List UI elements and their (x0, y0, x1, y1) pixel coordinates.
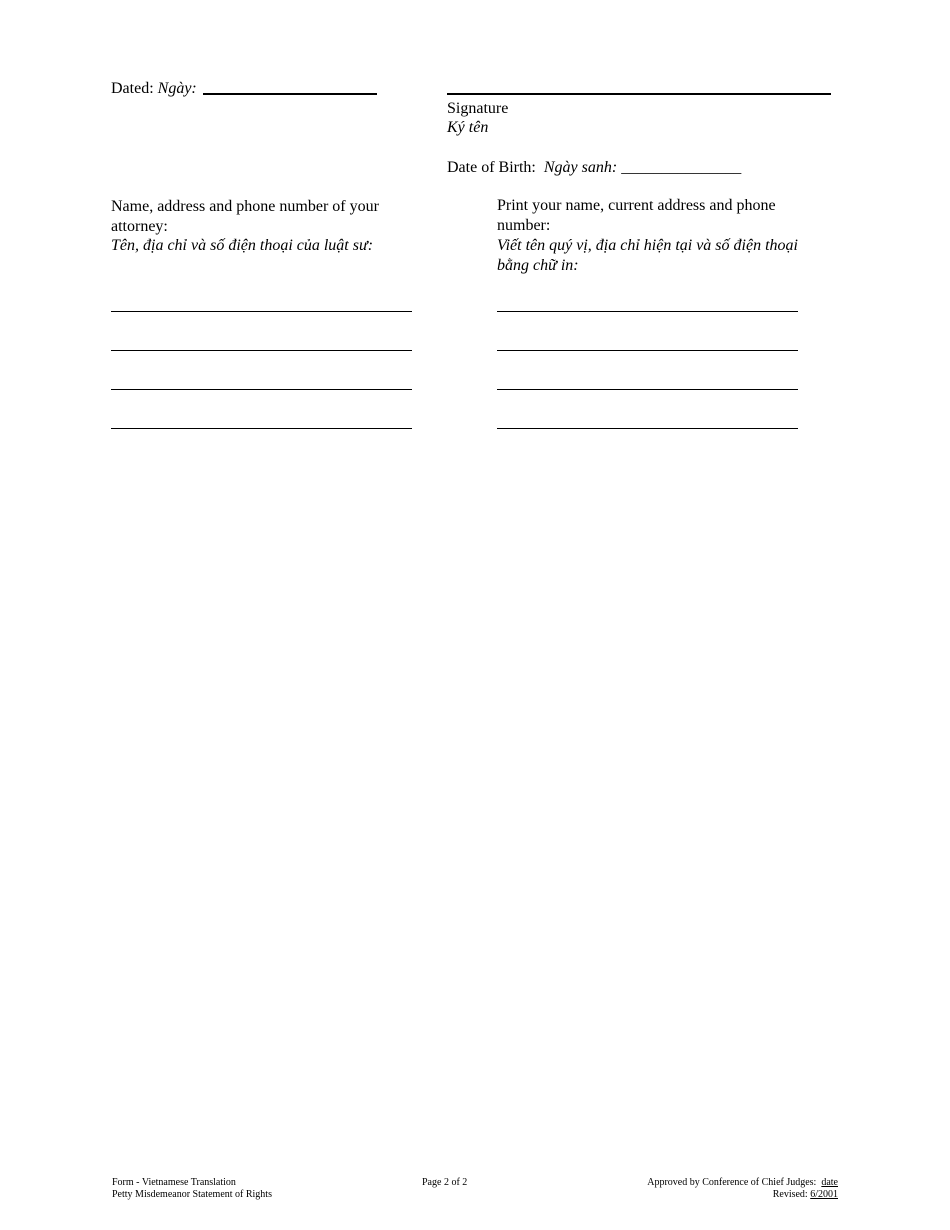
dob-blank[interactable]: _______________ (621, 159, 742, 176)
self-info-label-vi: Viết tên quý vị, địa chỉ hiện tại và số điện thoại bằng chữ in: (497, 237, 798, 274)
footer-revised-line (647, 1189, 838, 1201)
attorney-label: Name, address and phone number of your attorney: (111, 198, 379, 235)
footer-form-title (112, 1177, 272, 1201)
footer-form-line-2: Petty Misdemeanor Statement of Rights (112, 1189, 272, 1200)
attorney-line-2[interactable] (111, 350, 412, 351)
attorney-line-4[interactable] (111, 428, 412, 429)
dob-label: Date of Birth: (447, 159, 536, 176)
footer-approved-value: date (821, 1177, 838, 1188)
attorney-label-vi: Tên, địa chỉ và số điện thoại của luật sư: (111, 237, 374, 254)
self-info-line-2[interactable] (497, 350, 798, 351)
self-info-label: Print your name, current address and phone number: (497, 197, 776, 234)
self-info-line-3[interactable] (497, 389, 798, 390)
footer-approval (647, 1177, 838, 1201)
footer-form-line-1: Form - Vietnamese Translation (112, 1177, 236, 1188)
signature-label: Signature (447, 100, 509, 117)
attorney-line-1[interactable] (111, 311, 412, 312)
dated-input-line[interactable] (203, 93, 377, 95)
signature-input-line[interactable] (447, 93, 831, 95)
dated-label: Dated: (111, 80, 154, 97)
footer-revised-value: 6/2001 (810, 1189, 838, 1200)
footer-page-number: Page 2 of 2 (422, 1177, 468, 1188)
dob-field (447, 158, 741, 178)
attorney-line-3[interactable] (111, 389, 412, 390)
self-info-line-4[interactable] (497, 428, 798, 429)
footer-approved-line (647, 1177, 838, 1189)
footer-approved-label: Approved by Conference of Chief Judges: (647, 1177, 817, 1188)
self-info-line-1[interactable] (497, 311, 798, 312)
dated-field-label (111, 79, 197, 99)
signature-label-vi: Ký tên (447, 119, 489, 136)
dated-label-vi: Ngày: (157, 80, 197, 97)
footer-revised-label: Revised: (772, 1189, 808, 1200)
dob-label-vi: Ngày sanh: (543, 159, 618, 176)
